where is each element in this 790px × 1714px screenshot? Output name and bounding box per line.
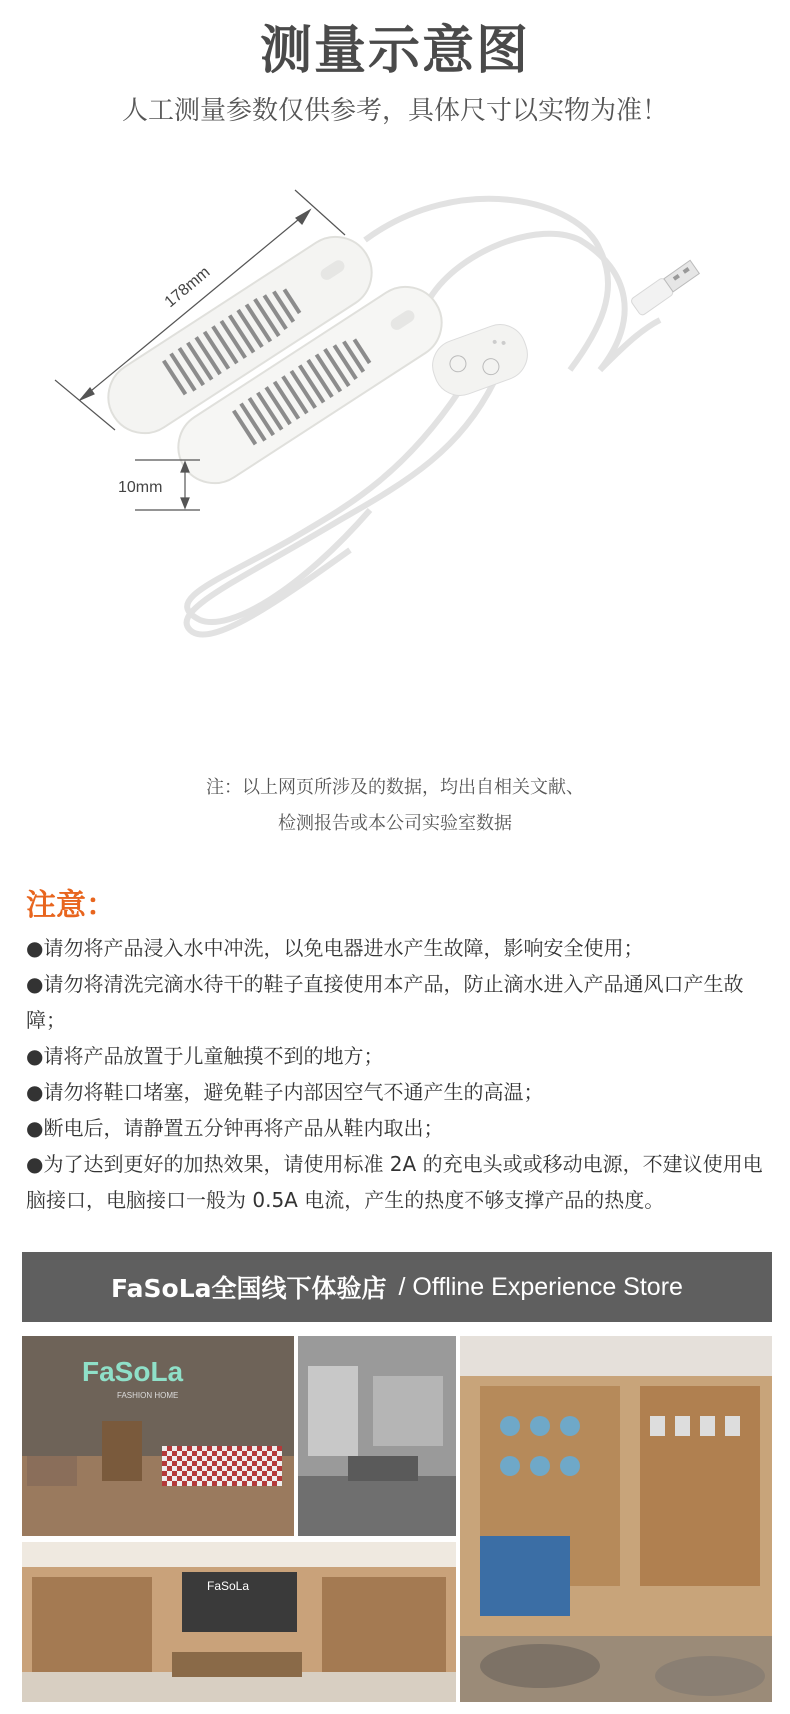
caution-item: ●请勿将清洗完滴水待干的鞋子直接使用本产品，防止滴水进入产品通风口产生故障；: [26, 972, 744, 1032]
page-subtitle: 人工测量参数仅供参考，具体尺寸以实物为准！: [121, 96, 668, 126]
store-banner: [22, 1252, 772, 1322]
usb-plug: [630, 259, 700, 317]
note-line: 检测报告或本公司实验室数据: [278, 813, 512, 834]
caution-list: [26, 930, 771, 1218]
store-photo-front: [22, 1542, 456, 1702]
store-photo-living: [298, 1336, 456, 1536]
store-logo-sub: FASHION HOME: [117, 1391, 179, 1400]
store-photo-dining: [22, 1336, 294, 1536]
caution-item: ●为了达到更好的加热效果，请使用标准 2A 的充电头或或移动电源，不建议使用电脑接口，电脑接口一般为 0.5A 电流，产生的热度不够支撑产品的热度。: [26, 1152, 763, 1212]
note-line: 注：以上网页所涉及的数据，均出自相关文献、: [206, 777, 584, 798]
store-banner-cn: FaSoLa全国线下体验店: [111, 1274, 387, 1303]
data-note: [0, 770, 790, 842]
caution-item: ●请将产品放置于儿童触摸不到的地方；: [26, 1044, 384, 1068]
store-logo: FaSoLa: [82, 1356, 184, 1387]
power-cable: [600, 320, 660, 370]
caution-item: ●请勿将产品浸入水中冲洗，以免电器进水产生故障，影响安全使用；: [26, 936, 644, 960]
store-photo-shelves: [460, 1336, 772, 1702]
caution-title: 注意：: [26, 888, 116, 923]
caution-item: ●请勿将鞋口堵塞，避免鞋子内部因空气不通产生的高温；: [26, 1080, 544, 1104]
store-banner-en: / Offline Experience Store: [398, 1272, 683, 1301]
caution-item: ●断电后，请静置五分钟再将产品从鞋内取出；: [26, 1116, 444, 1140]
page-title: 测量示意图: [259, 21, 530, 81]
shop-sign: FaSoLa: [207, 1579, 250, 1593]
height-label: 10mm: [118, 479, 163, 496]
length-label: 178mm: [161, 263, 214, 312]
product-diagram: [40, 180, 760, 720]
